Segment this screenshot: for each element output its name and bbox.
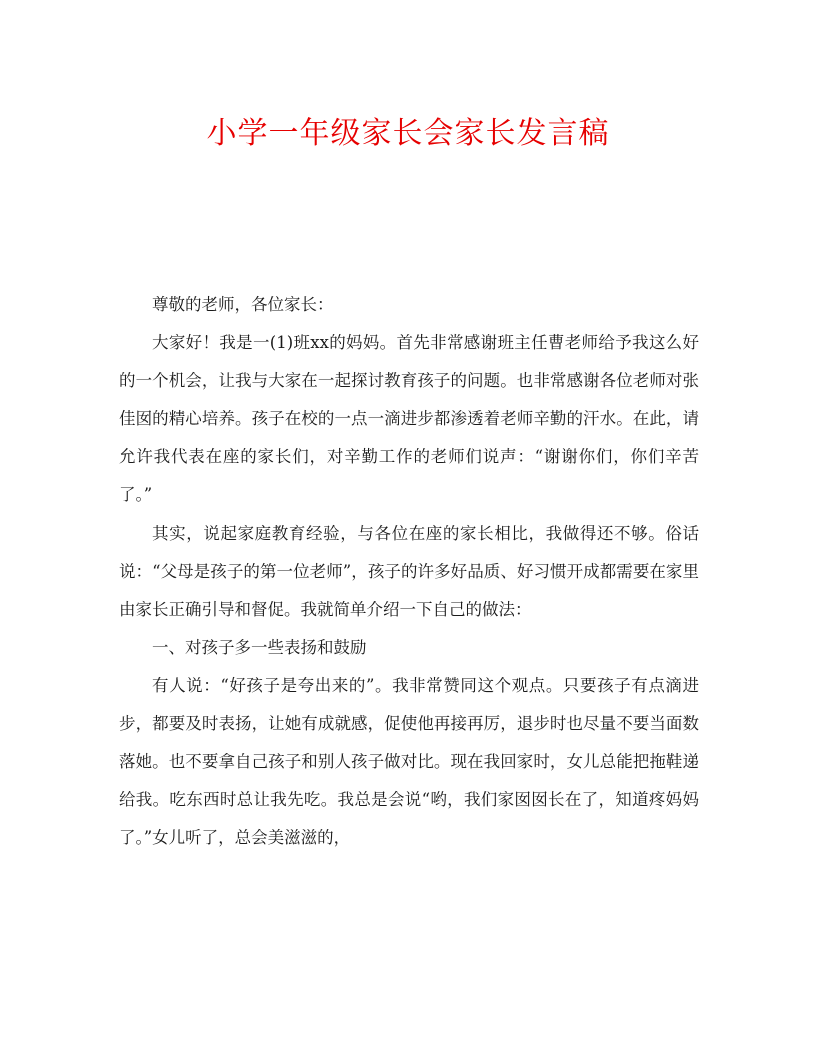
document-title: 小学一年级家长会家长发言稿 [206,116,610,151]
section-1-paragraph: 有人说：“好孩子是夸出来的”。我非常赞同这个观点。只要孩子有点滴进步，都要及时表扬，让她有成就感，促使他再接再厉，退步时也尽量不要当面数落她。也不要拿自己孩子和别人孩子做对比。现在我回家时，女儿总能把拖鞋递给我。吃东西时总让我先吃。我总是会说“哟，我们家囡囡长在了，知道疼妈妈了。”女儿听了，总会美滋滋的， [119,675,699,848]
section-heading-1: 一、对孩子多一些表扬和鼓励 [152,637,367,657]
salutation-paragraph: 尊敬的老师，各位家长： [152,295,334,314]
intro-paragraph: 其实，说起家庭教育经验，与各位在座的家长相比，我做得还不够。俗话说：“父母是孩子的第一位老师”，孩子的许多好品质、好习惯开成都需要在家里由家长正确引导和督促。我就简单介绍一下自己的做法： [119,523,699,619]
greeting-paragraph: 大家好！我是一(1)班xx的妈妈。首先非常感谢班主任曹老师给予我这么好的一个机会，让我与大家在一起探讨教育孩子的问题。也非常感谢各位老师对张佳囡的精心培养。孩子在校的一点一滴进步都渗透着老师辛勤的汗水。在此，请允许我代表在座的家长们，对辛勤工作的老师们说声：“谢谢你们，你们辛苦了。” [119,333,699,505]
document-body [119,286,699,857]
